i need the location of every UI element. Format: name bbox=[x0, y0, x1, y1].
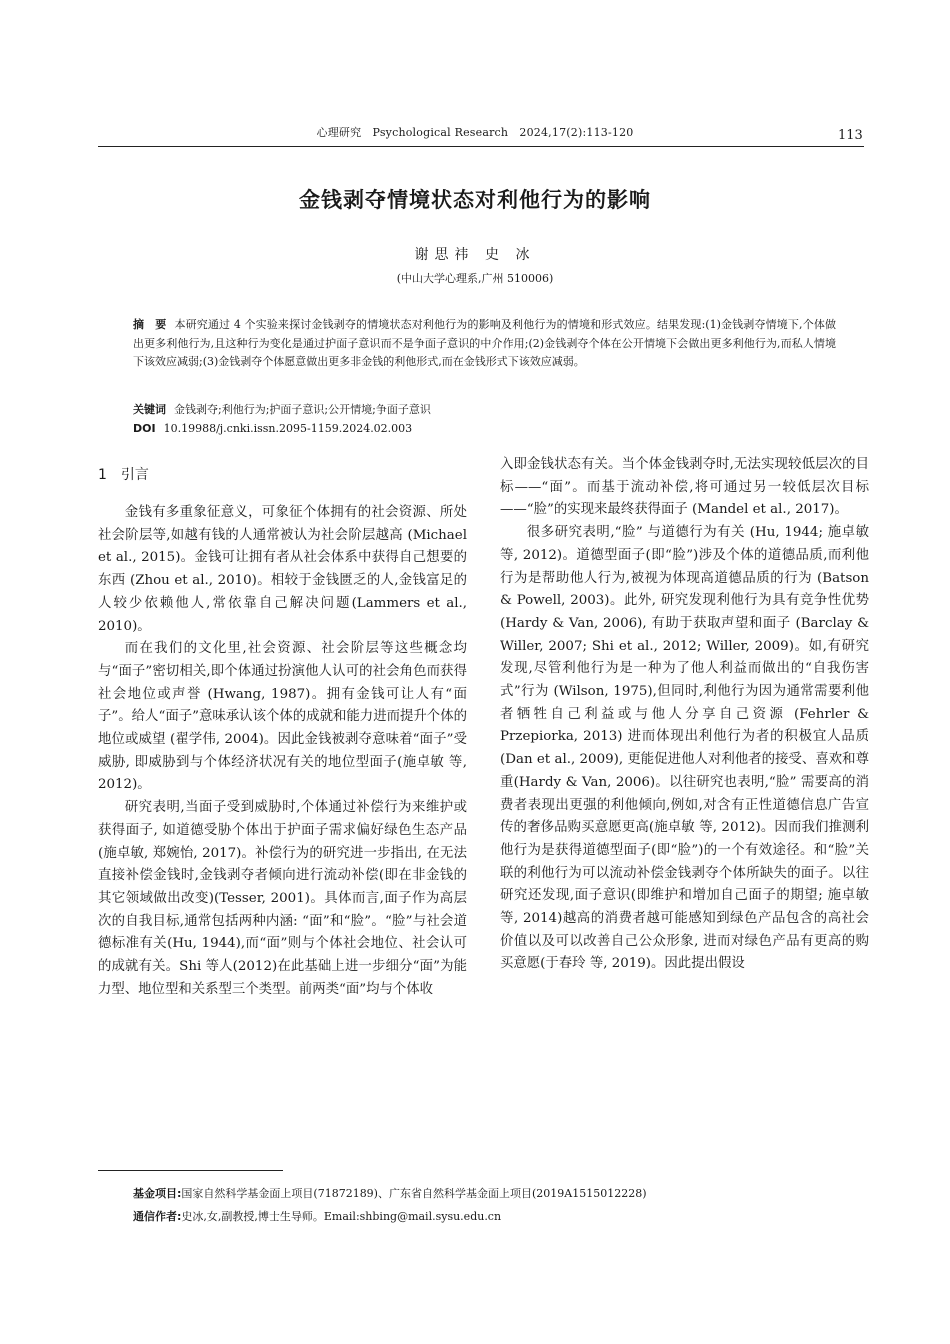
doi-text: 10.19988/j.cnki.issn.2095-1159.2024.02.003 bbox=[163, 422, 413, 435]
funding-text: 国家自然科学基金面上项目(71872189)、广东省自然科学基金面上项目(2019A1515012228) bbox=[181, 1187, 647, 1200]
abstract-text: 本研究通过 4 个实验来探讨金钱剥夺的情境状态对利他行为的影响及利他行为的情境和形式效应。结果发现:(1)金钱剥夺情境下,个体做出更多利他行为,且这种行为变化是通过护面子意识而不是争面子意识的中介作用;(2)金钱剥夺个体在公开情境下会做出更多利他行为,而私人情境下该效应减弱;(3)金钱剥夺个体愿意做出更多非金钱的利他形式,而在金钱形式下该效应减弱。 bbox=[133, 318, 836, 368]
keywords-label: 关键词 bbox=[133, 403, 166, 416]
corresponding-text: 史冰,女,副教授,博士生导师。Email:shbing@mail.sysu.edu.cn bbox=[181, 1210, 502, 1223]
header-rule bbox=[98, 146, 864, 147]
affiliation: (中山大学心理系,广州 510006) bbox=[396, 272, 554, 285]
journal-header: 心理研究 Psychological Research 2024,17(2):113-120 bbox=[316, 126, 634, 139]
paragraph: 入即金钱状态有关。当个体金钱剥夺时,无法实现较低层次的目标——“面”。而基于流动补偿,将可通过另一较低层次目标——“脸”的实现来最终获得面子 (Mandel et al., 2017)。 bbox=[500, 457, 869, 518]
page-number: 113 bbox=[838, 128, 863, 143]
paragraph: 研究表明,当面子受到威胁时,个体通过补偿行为来维护或获得面子, 如道德受胁个体出于护面子需求偏好绿色生态产品 (施卓敏, 郑婉怡, 2017)。补偿行为的研究进一步指出, 在无法直接补偿金钱时,金钱剥夺者倾向进行流动补偿(即在非金钱的其它领域做出改变)(Tesser, 2001)。具体而言,面子作为高层次的自我目标,通常包括两种内涵: “面”和“脸”。“脸”与社会道德标准有关(Hu, 1944),而“面”则与个体社会地位、社会认可的成就有关。Shi 等人(2012)在此基础上进一步细分“面”为能力型、地位型和关系型三个类型。前两类“面”均与个体收 bbox=[98, 800, 467, 997]
abstract-label: 摘 要 bbox=[133, 318, 167, 331]
footnote-rule bbox=[98, 1170, 283, 1171]
doi bbox=[133, 422, 836, 435]
left-column bbox=[98, 454, 467, 1001]
corresponding-author-note bbox=[133, 1208, 501, 1224]
right-column bbox=[500, 454, 869, 976]
keywords bbox=[133, 401, 836, 417]
doi-label: DOI bbox=[133, 422, 156, 435]
abstract bbox=[133, 316, 836, 372]
paper-title: 金钱剥夺情境状态对利他行为的影响 bbox=[299, 188, 651, 212]
paragraph: 很多研究表明,“脸” 与道德行为有关 (Hu, 1944; 施卓敏 等, 2012)。道德型面子(即“脸”)涉及个体的道德品质,而利他行为是帮助他人行为,被视为体现高道德品质的行为 (Batson & Powell, 2003)。此外, 研究发现利他行为具有竞争性优势 (Hardy & Van, 2006), 有助于获取声望和面子 (Barclay & Willer, 2007; Shi et al., 2012; Willer, 2009)。如,有研究发现,尽管利他行为是一种为了他人利益而做出的“自我伤害式”行为 (Wilson, 1975),但同时,利他行为因为通常需要利他者牺牲自己利益或与他人分享自己资源 (Fehrler & Przepiorka, 2013) 进而体现出利他行为者的积极宜人品质 (Dan et al., 2009), 更能促进他人对利他者的接受、喜欢和尊重(Hardy & Van, 2006)。以往研究也表明,“脸” 需要高的消费者表现出更强的利他倾向,例如,对含有正性道德信息广告宣传的奢侈品购买意愿更高(施卓敏 等, 2012)。因而我们推测利他行为是获得道德型面子(即“脸”)的一个有效途径。和“脸”关联的利他行为可以流动补偿金钱剥夺个体所缺失的面子。以往研究还发现,面子意识(即维护和增加自己面子的期望; 施卓敏 等, 2014)越高的消费者越可能感知到绿色产品包含的高社会价值以及可以改善自己公众形象, 进而对绿色产品有更高的购买意愿(于春玲 等, 2019)。因此提出假设 bbox=[500, 525, 869, 972]
keywords-text: 金钱剥夺;利他行为;护面子意识;公开情境;争面子意识 bbox=[174, 403, 431, 416]
corresponding-label: 通信作者: bbox=[133, 1210, 182, 1223]
funding-label: 基金项目: bbox=[133, 1187, 182, 1200]
authors: 谢思祎 史 冰 bbox=[414, 247, 536, 263]
funding-note bbox=[133, 1185, 646, 1201]
paragraph: 而在我们的文化里,社会资源、社会阶层等这些概念均与“面子”密切相关,即个体通过扮演他人认可的社会角色而获得社会地位或声誉 (Hwang, 1987)。拥有金钱可让人有“面子”。给人“面子”意味承认该个体的成就和能力进而提升个体的地位或威望 (翟学伟, 2004)。因此金钱被剥夺意味着“面子”受威胁, 即威胁到与个体经济状况有关的地位型面子(施卓敏 等, 2012)。 bbox=[98, 641, 467, 793]
paragraph: 金钱有多重象征意义，可象征个体拥有的社会资源、所处社会阶层等,如越有钱的人通常被认为社会阶层越高 (Michael et al., 2015)。金钱可让拥有者从社会体系中获得自己想要的东西 (Zhou et al., 2010)。相较于金钱匮乏的人,金钱富足的人较少依赖他人,常依靠自己解决问题(Lammers et al., 2010)。 bbox=[98, 505, 467, 634]
section-heading: 1 引言 bbox=[98, 467, 149, 483]
